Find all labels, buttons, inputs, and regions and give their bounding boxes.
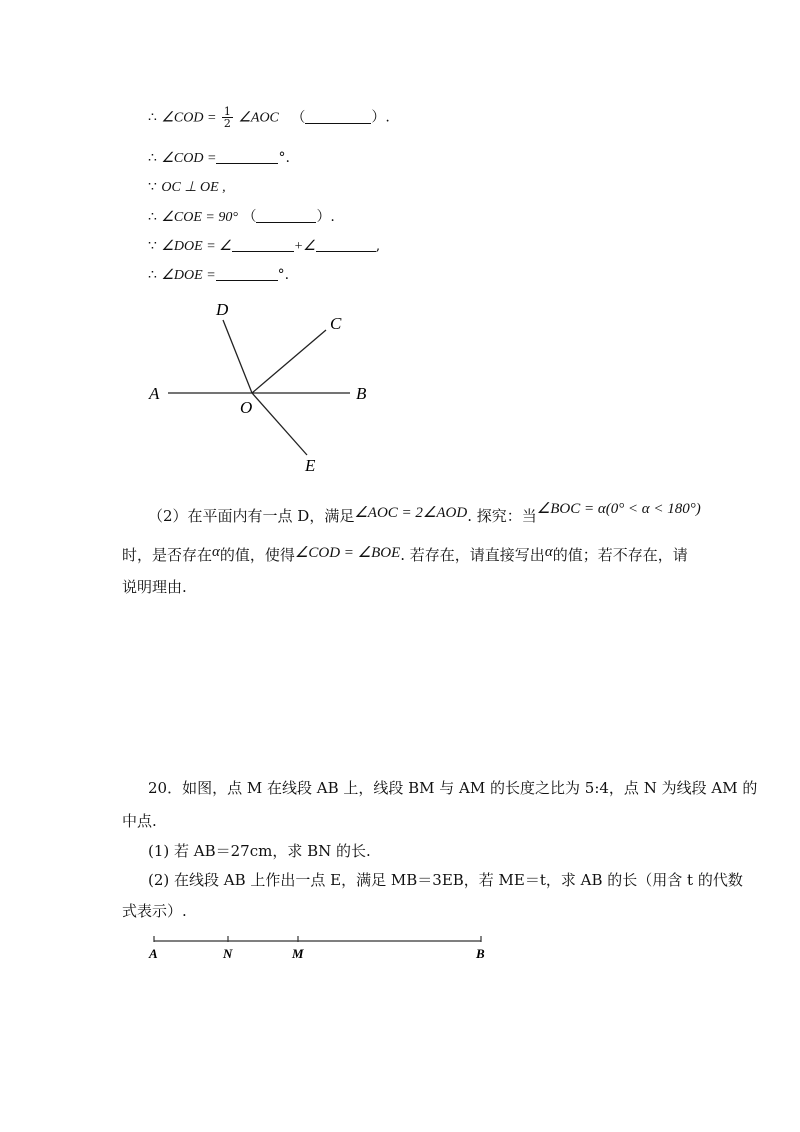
frac-num: 1 xyxy=(223,105,231,118)
text: （2）在平面内有一点 D，满足 xyxy=(148,507,355,525)
label-a: A xyxy=(149,946,158,961)
proof-line-4 xyxy=(148,207,335,228)
answer-blank[interactable] xyxy=(256,208,316,223)
text: . 探究：当 xyxy=(467,507,537,525)
ray-oe xyxy=(252,393,307,455)
expr: ∠DOE = ∠ xyxy=(161,239,232,254)
text: 中点. xyxy=(122,812,157,830)
q20-line1 xyxy=(148,777,757,799)
text: 式表示）. xyxy=(122,902,187,920)
q19-part2-line3 xyxy=(122,576,187,598)
text: (1) 若 AB＝27cm，求 BN 的长. xyxy=(148,842,371,860)
label-o: O xyxy=(240,398,253,417)
label-e: E xyxy=(305,456,316,475)
segment-diagram xyxy=(140,928,500,968)
proof-line-5 xyxy=(148,236,380,257)
fraction-one-half xyxy=(222,106,233,129)
q20-line4 xyxy=(148,869,743,891)
therefore-symbol: ∴ xyxy=(148,109,157,126)
therefore-symbol: ∴ xyxy=(148,267,157,283)
q19-part2-line1 xyxy=(148,498,701,527)
paren-open: （ xyxy=(291,109,306,126)
because-symbol: ∵ xyxy=(148,238,157,254)
proof-line-1 xyxy=(148,106,390,129)
paren-close: ）. xyxy=(371,109,390,126)
text: 的值，使得 xyxy=(219,546,295,564)
answer-blank[interactable] xyxy=(316,237,376,252)
answer-blank[interactable] xyxy=(216,266,278,281)
label-b: B xyxy=(476,946,485,961)
frac-den: 2 xyxy=(223,117,231,130)
tail: °. xyxy=(277,267,290,283)
expr: ∠COD = xyxy=(161,151,217,166)
q20-line3 xyxy=(148,840,371,862)
expr: ∠AOC xyxy=(238,110,279,126)
q19-part2-line2 xyxy=(122,541,688,566)
text: . 若存在，请直接写出 xyxy=(400,546,545,564)
plus-angle: +∠ xyxy=(293,239,316,254)
proof-line-2 xyxy=(148,148,290,169)
text: 说明理由. xyxy=(122,578,187,596)
expr: ∠COE = 90° xyxy=(161,210,238,225)
therefore-symbol: ∴ xyxy=(148,150,157,166)
proof-line-3 xyxy=(148,177,226,198)
expr: OC ⊥ OE , xyxy=(161,180,226,195)
label-c: C xyxy=(330,314,342,333)
label-a: A xyxy=(149,384,160,403)
proof-line-6 xyxy=(148,265,289,286)
text: 时，是否存在 xyxy=(122,546,213,564)
answer-blank[interactable] xyxy=(305,109,371,124)
expr: ∠BOC = α(0° < α < 180°) xyxy=(536,501,701,517)
expr: ∠COD = ∠BOE xyxy=(294,545,401,561)
ray-od xyxy=(223,320,252,393)
alpha: α xyxy=(212,544,220,560)
text: (2) 在线段 AB 上作出一点 E，满足 MB＝3EB，若 ME＝t，求 AB 的长（用含 t 的代数 xyxy=(148,871,743,889)
angle-diagram xyxy=(140,295,380,480)
ray-oc xyxy=(252,330,326,393)
label-b: B xyxy=(356,384,367,403)
text: 20．如图，点 M 在线段 AB 上，线段 BM 与 AM 的长度之比为 5:4，点 N 为线段 AM 的 xyxy=(148,779,758,797)
paren-close: ）. xyxy=(316,209,335,225)
because-symbol: ∵ xyxy=(148,179,157,195)
tail: , xyxy=(375,238,381,254)
tail: °. xyxy=(278,150,290,166)
therefore-symbol: ∴ xyxy=(148,209,157,225)
label-d: D xyxy=(216,300,229,319)
expr: ∠COD = xyxy=(161,110,217,126)
answer-blank[interactable] xyxy=(216,149,278,164)
alpha: α xyxy=(544,544,553,560)
expr: ∠DOE = xyxy=(161,268,216,283)
q20-line2 xyxy=(122,810,157,832)
label-n: N xyxy=(223,946,233,961)
q20-line5 xyxy=(122,900,187,922)
answer-blank[interactable] xyxy=(232,237,294,252)
text: 的值；若不存在，请 xyxy=(552,546,688,564)
expr: ∠AOC = 2∠AOD xyxy=(354,505,468,521)
label-m: M xyxy=(292,946,304,961)
paren-open: （ xyxy=(242,209,257,225)
